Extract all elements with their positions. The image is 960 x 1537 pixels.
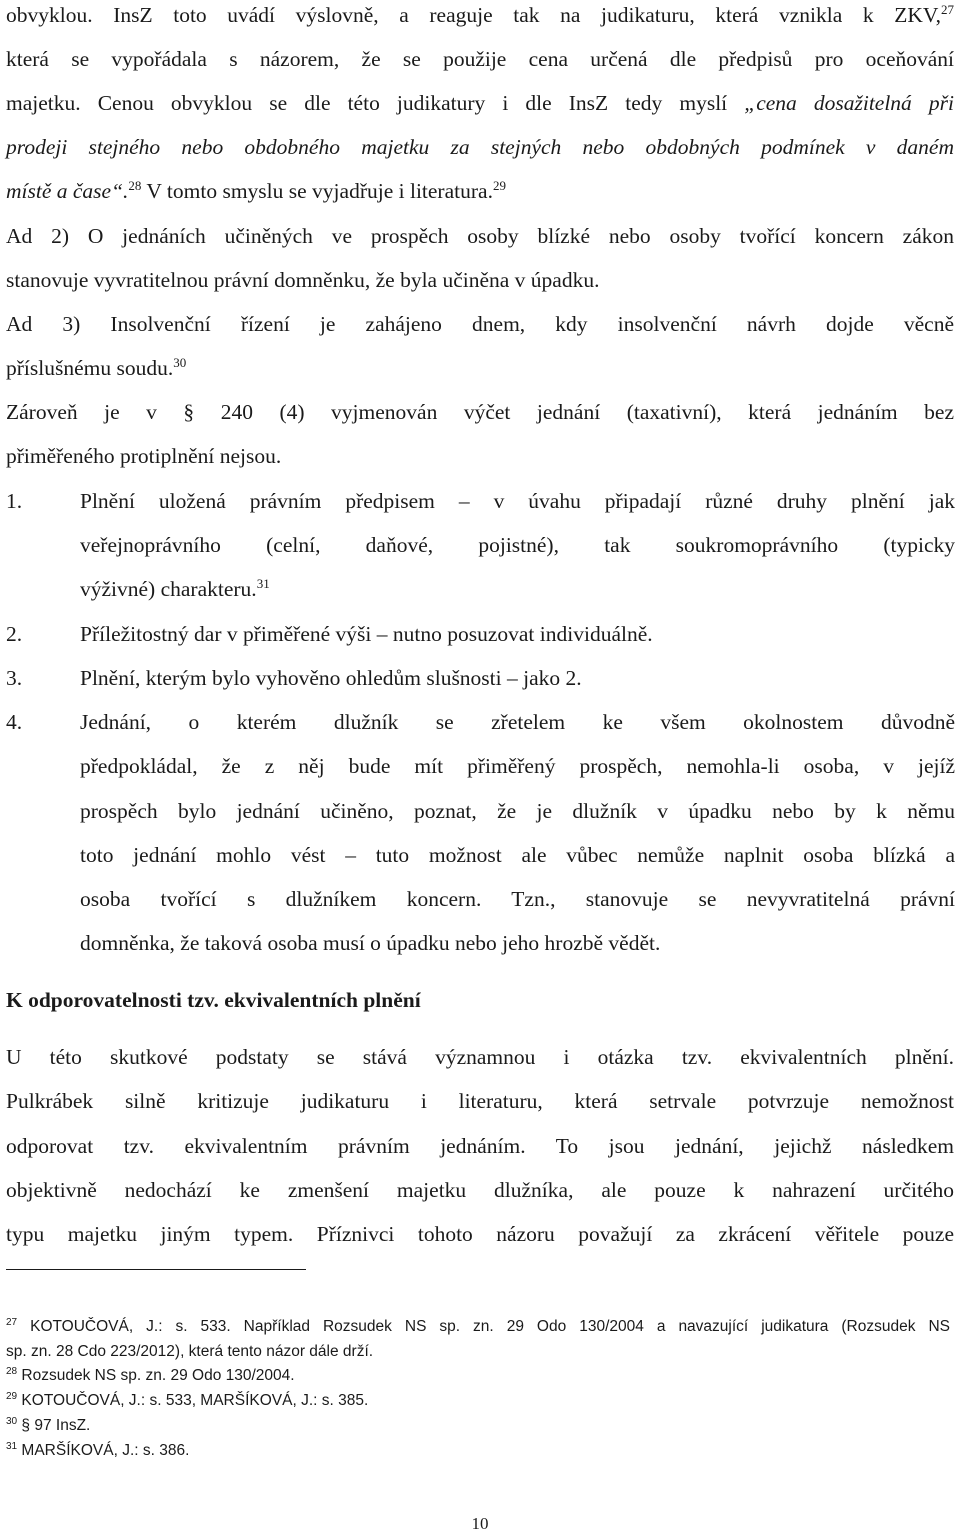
list-item-2-line-1: Příležitostný dar v přiměřené výši – nutno posuzovat individuálně. (80, 622, 653, 646)
section-line-5: typu majetku jiným typem. Příznivci tohoto názoru považují za zkrácení věřitele pouze (6, 1222, 954, 1246)
body-line-2: která se vypořádala s názorem, že se použije cena určená dle předpisů pro oceňování (6, 47, 954, 71)
list-item-4-line-3: prospěch bylo jednání učiněno, poznat, že je dlužník v úpadku nebo by k němu (80, 799, 955, 823)
footnote-31: $^{31}$ MARŠÍKOVÁ, J.: s. 386. (6, 1440, 190, 1459)
section-line-1: U této skutkové podstaty se stává významnou i otázka tzv. ekvivalentních plnění. (6, 1045, 954, 1069)
list-item-1-line-3: výživné) charakteru.$^{31}$ (80, 575, 270, 601)
section-line-3: odporovat tzv. ekvivalentním právním jednáním. To jsou jednání, jejichž následkem (6, 1134, 954, 1158)
list-item-1-line-1: Plnění uložená právním předpisem – v úvahu připadají různé druhy plnění jak (80, 489, 955, 513)
section-heading: K odporovatelnosti tzv. ekvivalentních plnění (6, 988, 421, 1012)
section-line-2: Pulkrábek silně kritizuje judikaturu i literaturu, která setrvale potvrzuje nemožnost (6, 1089, 954, 1113)
list-item-4-line-4: toto jednání mohlo vést – tuto možnost ale vůbec nemůže naplnit osoba blízká a (80, 843, 955, 867)
section-line-4: objektivně nedochází ke zmenšení majetku dlužníka, ale pouze k nahrazení určitého (6, 1178, 954, 1202)
list-item-3-line-1: Plnění, kterým bylo vyhověno ohledům slušnosti – jako 2. (80, 666, 582, 690)
body-line-10: Zároveň je v § 240 (4) vyjmenován výčet jednání (taxativní), která jednáním bez (6, 400, 954, 424)
body-line-7: stanovuje vyvratitelnou právní domněnku, že byla učiněna v úpadku. (6, 268, 600, 292)
footnote-28: $^{28}$ Rozsudek NS sp. zn. 29 Odo 130/2004. (6, 1365, 295, 1384)
body-line-4: prodeji stejného nebo obdobného majetku za stejných nebo obdobných podmínek v daném (6, 135, 954, 159)
list-number-3: 3. (6, 666, 23, 690)
footnote-ref-28[interactable]: 28 (128, 177, 142, 193)
body-line-11: přiměřeného protiplnění nejsou. (6, 444, 282, 468)
body-line-5: místě a čase“.$^{28}$ V tomto smyslu se vyjadřuje i literatura.$^{29}$ (6, 177, 506, 203)
list-item-4-line-2: předpokládal, že z něj bude mít přiměřený prospěch, nemohla-li osoba, v jejíž (80, 754, 955, 778)
list-item-4-line-6: domněnka, že taková osoba musí o úpadku nebo jeho hrozbě vědět. (80, 931, 661, 955)
footnote-separator (6, 1269, 306, 1270)
footnote-27-line-2: sp. zn. 28 Cdo 223/2012), která tento názor dále drží. (6, 1343, 374, 1360)
body-line-1: obvyklou. InsZ toto uvádí výslovně, a reaguje tak na judikaturu, která vznikla k ZKV,$^{27}$ (6, 1, 954, 27)
list-number-2: 2. (6, 622, 23, 646)
footnote-27-line-1: $^{27}$ KOTOUČOVÁ, J.: s. 533. Například Rozsudek NS sp. zn. 29 Odo 130/2004 a navazující judikatura (Rozsudek NS (6, 1316, 950, 1335)
footnote-ref-29[interactable]: 29 (492, 177, 506, 193)
list-number-1: 1. (6, 489, 23, 513)
body-line-9: příslušnému soudu.$^{30}$ (6, 354, 187, 380)
list-item-4-line-1: Jednání, o kterém dlužník se zřetelem ke všem okolnostem důvodně (80, 710, 955, 734)
footnote-ref-27[interactable]: 27 (941, 1, 954, 17)
body-line-3: majetku. Cenou obvyklou se dle této judikatury i dle InsZ tedy myslí „cena dosažitelná při (6, 91, 954, 115)
page-number: 10 (471, 1514, 489, 1533)
body-line-6: Ad 2) O jednáních učiněných ve prospěch osoby blízké nebo osoby tvořící koncern zákon (6, 224, 954, 248)
footnote-ref-31[interactable]: 31 (256, 575, 270, 591)
list-number-4: 4. (6, 710, 23, 734)
list-item-1-line-2: veřejnoprávního (celní, daňové, pojistné), tak soukromoprávního (typicky (80, 533, 955, 557)
footnote-30: $^{30}$ § 97 InsZ. (6, 1415, 91, 1434)
footnote-29: $^{29}$ KOTOUČOVÁ, J.: s. 533, MARŠÍKOVÁ, J.: s. 385. (6, 1390, 369, 1409)
footnote-ref-30[interactable]: 30 (173, 354, 187, 370)
list-item-4-line-5: osoba tvořící s dlužníkem koncern. Tzn., stanovuje se nevyvratitelná právní (80, 887, 955, 911)
body-line-8: Ad 3) Insolvenční řízení je zahájeno dnem, kdy insolvenční návrh dojde věcně (6, 312, 954, 336)
